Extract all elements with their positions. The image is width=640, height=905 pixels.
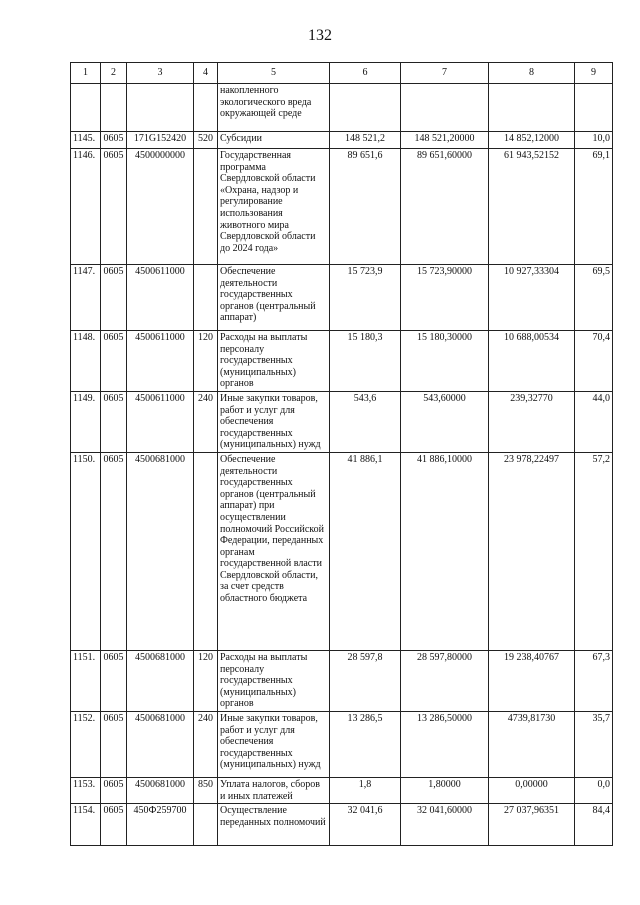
execution-percent: 69,1 (575, 149, 613, 265)
table-header-row (71, 63, 613, 84)
expense-type-code (194, 149, 218, 265)
execution-percent: 69,5 (575, 265, 613, 331)
section-code: 0605 (101, 149, 127, 265)
planned-amount: 543,6 (330, 391, 401, 452)
item-name: накопленного экологического вреда окружающей среде (218, 84, 330, 132)
target-article-code: 4500681000 (127, 711, 194, 777)
section-code: 0605 (101, 804, 127, 846)
table-row (71, 391, 613, 452)
row-number: 1154. (71, 804, 101, 846)
execution-percent: 10,0 (575, 132, 613, 149)
approved-amount (401, 84, 489, 132)
expense-type-code (194, 452, 218, 650)
table-row (71, 132, 613, 149)
expense-type-code: 240 (194, 391, 218, 452)
section-code: 0605 (101, 132, 127, 149)
planned-amount: 13 286,5 (330, 711, 401, 777)
table-row (71, 711, 613, 777)
section-code (101, 84, 127, 132)
table-row (71, 804, 613, 846)
target-article-code: 171G152420 (127, 132, 194, 149)
row-number: 1153. (71, 777, 101, 803)
approved-amount: 28 597,80000 (401, 650, 489, 711)
column-header: 6 (330, 63, 401, 84)
section-code: 0605 (101, 331, 127, 392)
planned-amount: 89 651,6 (330, 149, 401, 265)
item-name: Расходы на выплаты персоналу государственных (муниципальных) органов (218, 650, 330, 711)
item-name: Расходы на выплаты персоналу государственных (муниципальных) органов (218, 331, 330, 392)
expense-type-code: 120 (194, 331, 218, 392)
target-article-code: 4500611000 (127, 331, 194, 392)
expense-type-code: 850 (194, 777, 218, 803)
expense-type-code: 520 (194, 132, 218, 149)
row-number: 1147. (71, 265, 101, 331)
planned-amount: 148 521,2 (330, 132, 401, 149)
planned-amount: 15 723,9 (330, 265, 401, 331)
row-number: 1151. (71, 650, 101, 711)
executed-amount: 4739,81730 (489, 711, 575, 777)
budget-table (70, 62, 613, 846)
table-row (71, 777, 613, 803)
target-article-code: 450Ф259700 (127, 804, 194, 846)
table-row (71, 331, 613, 392)
item-name: Иные закупки товаров, работ и услуг для обеспечения государственных (муниципальных) нужд (218, 711, 330, 777)
execution-percent (575, 84, 613, 132)
target-article-code: 4500681000 (127, 777, 194, 803)
expense-type-code (194, 265, 218, 331)
table-row (71, 149, 613, 265)
approved-amount: 15 180,30000 (401, 331, 489, 392)
approved-amount: 15 723,90000 (401, 265, 489, 331)
page-number: 132 (308, 27, 332, 44)
column-header: 3 (127, 63, 194, 84)
target-article-code: 4500611000 (127, 391, 194, 452)
section-code: 0605 (101, 777, 127, 803)
approved-amount: 148 521,20000 (401, 132, 489, 149)
item-name: Государственная программа Свердловской области «Охрана, надзор и регулирование использования животного мира Свердловской области до 2024 года» (218, 149, 330, 265)
target-article-code: 4500681000 (127, 452, 194, 650)
item-name: Обеспечение деятельности государственных органов (центральный аппарат) при осуществлении полномочий Российской Федерации, переданных органам государственной власти Свердловской области, за счет средств областного бюджета (218, 452, 330, 650)
row-number: 1146. (71, 149, 101, 265)
execution-percent: 84,4 (575, 804, 613, 846)
executed-amount: 239,32770 (489, 391, 575, 452)
item-name: Осуществление переданных полномочий (218, 804, 330, 846)
column-header: 1 (71, 63, 101, 84)
target-article-code: 4500000000 (127, 149, 194, 265)
table-row (71, 84, 613, 132)
executed-amount: 27 037,96351 (489, 804, 575, 846)
item-name: Обеспечение деятельности государственных органов (центральный аппарат) (218, 265, 330, 331)
item-name: Иные закупки товаров, работ и услуг для обеспечения государственных (муниципальных) нужд (218, 391, 330, 452)
executed-amount: 10 927,33304 (489, 265, 575, 331)
executed-amount: 61 943,52152 (489, 149, 575, 265)
column-header: 4 (194, 63, 218, 84)
execution-percent: 67,3 (575, 650, 613, 711)
section-code: 0605 (101, 711, 127, 777)
column-header: 9 (575, 63, 613, 84)
table-row (71, 452, 613, 650)
section-code: 0605 (101, 452, 127, 650)
planned-amount: 28 597,8 (330, 650, 401, 711)
item-name: Субсидии (218, 132, 330, 149)
planned-amount: 41 886,1 (330, 452, 401, 650)
table-row (71, 265, 613, 331)
approved-amount: 89 651,60000 (401, 149, 489, 265)
planned-amount (330, 84, 401, 132)
executed-amount: 0,00000 (489, 777, 575, 803)
section-code: 0605 (101, 265, 127, 331)
target-article-code: 4500681000 (127, 650, 194, 711)
row-number: 1148. (71, 331, 101, 392)
executed-amount (489, 84, 575, 132)
approved-amount: 543,60000 (401, 391, 489, 452)
executed-amount: 23 978,22497 (489, 452, 575, 650)
expense-type-code: 240 (194, 711, 218, 777)
approved-amount: 1,80000 (401, 777, 489, 803)
column-header: 2 (101, 63, 127, 84)
target-article-code (127, 84, 194, 132)
planned-amount: 32 041,6 (330, 804, 401, 846)
approved-amount: 41 886,10000 (401, 452, 489, 650)
row-number: 1152. (71, 711, 101, 777)
planned-amount: 15 180,3 (330, 331, 401, 392)
execution-percent: 0,0 (575, 777, 613, 803)
row-number: 1150. (71, 452, 101, 650)
expense-type-code (194, 804, 218, 846)
expense-type-code: 120 (194, 650, 218, 711)
expense-type-code (194, 84, 218, 132)
executed-amount: 10 688,00534 (489, 331, 575, 392)
execution-percent: 44,0 (575, 391, 613, 452)
column-header: 7 (401, 63, 489, 84)
row-number (71, 84, 101, 132)
execution-percent: 57,2 (575, 452, 613, 650)
execution-percent: 70,4 (575, 331, 613, 392)
row-number: 1145. (71, 132, 101, 149)
target-article-code: 4500611000 (127, 265, 194, 331)
column-header: 8 (489, 63, 575, 84)
execution-percent: 35,7 (575, 711, 613, 777)
executed-amount: 14 852,12000 (489, 132, 575, 149)
planned-amount: 1,8 (330, 777, 401, 803)
column-header: 5 (218, 63, 330, 84)
approved-amount: 32 041,60000 (401, 804, 489, 846)
executed-amount: 19 238,40767 (489, 650, 575, 711)
row-number: 1149. (71, 391, 101, 452)
table-row (71, 650, 613, 711)
approved-amount: 13 286,50000 (401, 711, 489, 777)
section-code: 0605 (101, 391, 127, 452)
section-code: 0605 (101, 650, 127, 711)
item-name: Уплата налогов, сборов и иных платежей (218, 777, 330, 803)
